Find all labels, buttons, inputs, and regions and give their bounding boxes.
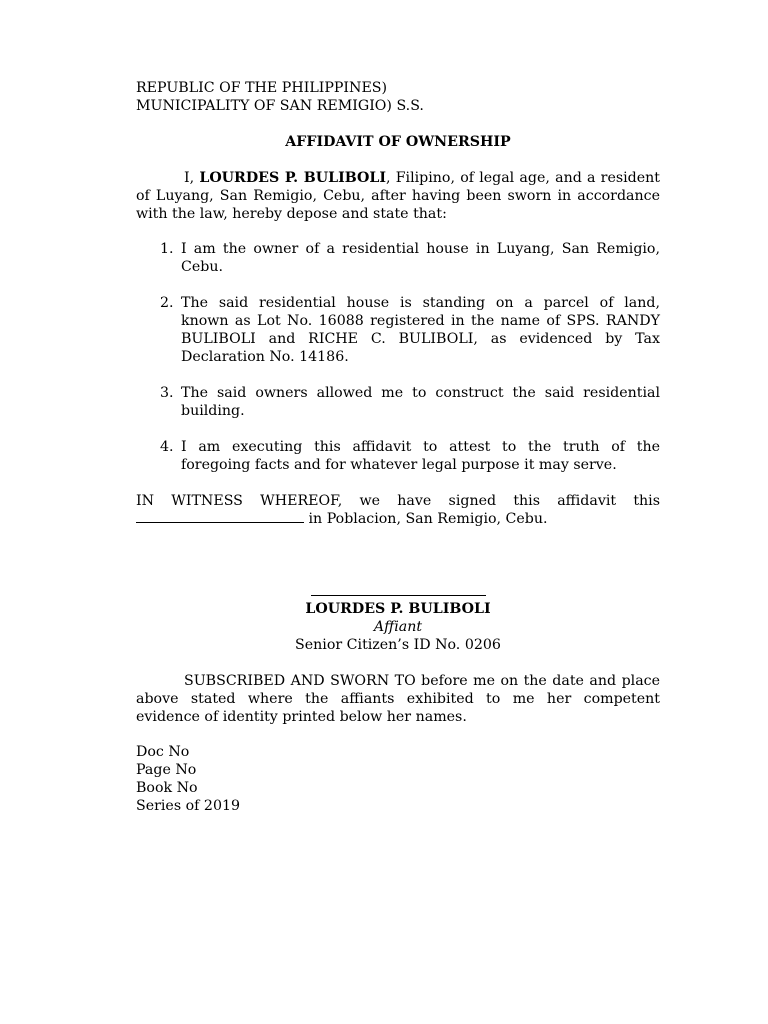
witness-line-1: IN WITNESS WHEREOF, we have signed this affidavit this [136,493,660,509]
item-number: 2. [160,295,174,311]
item-text [181,240,660,276]
venue-line-municipality: MUNICIPALITY OF SAN REMIGIO) S.S. [136,98,424,114]
jurat-paragraph [136,672,660,726]
intro-line-1 [136,169,660,187]
intro-paragraph [136,169,660,223]
affiant-role: Affiant [373,619,423,635]
venue-header [136,79,660,115]
jurat-line-3: evidence of identity printed below her names. [136,709,467,725]
item-text [181,438,660,474]
witness-line-2-rest: in Poblacion, San Remigio, Cebu. [304,511,548,527]
item-line: known as Lot No. 16088 registered in the name of SPS. RANDY [181,313,660,329]
item-number: 1. [160,241,174,257]
jurat-line-2: above stated where the affiants exhibited to me her competent [136,691,660,707]
jurat-line-1: SUBSCRIBED AND SWORN TO before me on the date and place [184,673,660,689]
document-title: AFFIDAVIT OF OWNERSHIP [285,134,511,150]
item-text [181,294,660,366]
notarial-register [136,743,660,815]
item-line: I am executing this affidavit to attest to the truth of the [181,439,660,455]
page-no: Page No [136,762,197,778]
item-line: The said owners allowed me to construct the said residential [181,385,660,401]
witness-paragraph [136,492,660,528]
date-blank-line [136,510,304,523]
item-line: foregoing facts and for whatever legal purpose it may serve. [181,457,617,473]
item-number: 3. [160,385,174,401]
witness-line-2 [136,510,660,528]
item-line: BULIBOLI and RICHE C. BULIBOLI, as evidenced by Tax [181,331,660,347]
book-no: Book No [136,780,198,796]
doc-no: Doc No [136,744,190,760]
venue-line-republic: REPUBLIC OF THE PHILIPPINES) [136,80,388,96]
signature-line [311,595,486,596]
item-text [181,384,660,420]
item-number: 4. [160,439,174,455]
series: Series of 2019 [136,798,241,814]
item-line: Cebu. [181,259,223,275]
intro-line-3: with the law, hereby depose and state that: [136,206,447,222]
item-line: I am the owner of a residential house in Luyang, San Remigio, [181,241,660,257]
intro-line-1-rest: , Filipino, of legal age, and a resident [385,170,660,186]
item-line: The said residential house is standing on a parcel of land, [181,295,660,311]
intro-prefix: I, [184,170,200,186]
affiant-id: Senior Citizen’s ID No. 0206 [295,637,501,653]
affiant-name-inline: LOURDES P. BULIBOLI [199,170,386,186]
item-line: building. [181,403,245,419]
item-line: Declaration No. 14186. [181,349,349,365]
affiant-signature-name: LOURDES P. BULIBOLI [305,601,491,617]
intro-line-2: of Luyang, San Remigio, Cebu, after having been sworn in accordance [136,188,660,204]
